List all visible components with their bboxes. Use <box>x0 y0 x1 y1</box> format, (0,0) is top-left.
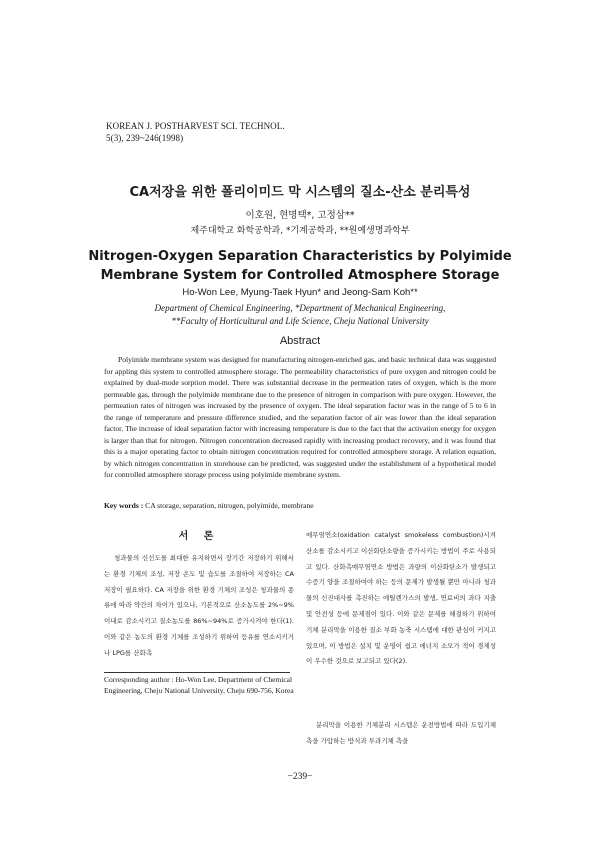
footnote-divider <box>104 672 290 673</box>
intro-right-column-paragraph2: 분리막을 이용한 기체분리 시스템은 운전방법에 따라 도입기체 측을 가압하는 방식과 투과기체 측을 <box>306 721 496 745</box>
abstract-heading: Abstract <box>279 335 321 347</box>
intro-right-column: 매무염연소(oxidation catalyst smokeless combustion)시켜 산소를 감소시키고 이산화탄소량을 증가시키는 방법이 주로 사용되고 있다. 산화촉매무염연소 방법은 과량의 이산화탄소가 발생되고 수증기 양을 조절하여야 하는 등의 문제가 발생될 뿐만 아니라 청과물의 신진대사를 촉진하는 에틸렌가스의 발생, 연료비의 과다 지출 및 안전성 등에 문제점이 있다. 이와 같은 문제를 해결하기 위하여 기체 분리막을 이용한 질소 부화 농축 시스템에 대한 관심이 커지고 있으며, 이 방법은 설치 및 운영이 쉽고 에너지 소모가 적어 경제성이 우수한 것으로 보고되고 있다(2). <box>306 531 496 666</box>
english-title-line1: Nitrogen-Oxygen Separation Characteristics by Polyimide <box>88 249 512 264</box>
keywords <box>104 501 496 510</box>
english-affiliation-line1: Department of Chemical Engineering, *Department of Mechanical Engineering, <box>154 303 446 313</box>
korean-title: CA저장을 위한 폴리이미드 막 시스템의 질소-산소 분리특성 <box>129 185 471 200</box>
page-number: −239− <box>287 772 313 782</box>
intro-left-column: 청과물의 신선도를 최대한 유지하면서 장기간 저장하기 위해서는 환경 기체의 조성, 저장 온도 및 습도를 조절하여 저장하는 CA 저장이 필요하다. CA 저장을 위한 환경 기체의 조성은 청과물의 종류에 따라 약간의 차이가 있으나, 기본적으로 산소농도를 2%~9% 이내로 감소시키고 질소농도를 86%~94%로 증가시켜야 한다(1). 이와 같은 농도의 환경 기체를 조성하기 위하여 등유를 연소시키거나 LPG를 산화촉 <box>104 554 294 657</box>
journal-citation <box>106 120 285 144</box>
abstract-text: Polyimide membrane system was designed for manufacturing nitrogen-enriched gas, and basic technical data was suggested for appling this system to controlled atmosphere storage. The permeability characteristics of pure oxygen and nitrogen could be explained by dual-mode sorption model. There was substantial decrease in the permeation rates of oxygen, which is the more permeable gas, through the polyimide membrane due to the presence of nitrogen in comparison with pure oxygen. However, the permeation rates of nitrogen was increased by the presence of oxygen. The ideal separation factor was in the range of 5 to 6 in the range of temperature and pressure difference studied, and the separation factor of air was lower than the ideal separation factor. The increase of ideal separation factor with increasing temperature is due to the fact that the activation energy for oxygen is larger than that for nitrogen. Nitrogen concentration decreased rapidly with increasing product recovery, and it was found that this is a major operating factor to obtain nitrogen concentration required for controlled atmosphere storage. A relation equation, by which nitrogen concentration in storehouse can be predicted, was suggested under the establishment of a hypothetical model for controlled atmosphere storage process using polyimide membrane system. <box>104 355 496 479</box>
korean-affiliation: 제주대학교 화학공학과, *기계공학과, **원예생명과학부 <box>190 226 410 236</box>
english-authors: Ho-Won Lee, Myung-Taek Hyun* and Jeong-Sam Koh** <box>182 287 418 298</box>
journal-name: KOREAN J. POSTHARVEST SCI. TECHNOL. <box>106 121 285 131</box>
korean-authors: 이호원, 현명택*, 고정삼** <box>245 210 355 221</box>
english-title <box>0 247 600 285</box>
corresponding-author-note: Corresponding author : Ho-Won Lee, Department of Chemical Engineering, Cheju National University, Cheju 690-756, Korea <box>104 675 294 695</box>
english-affiliation-line2: **Faculty of Horticultural and Life Science, Cheju National University <box>171 316 429 326</box>
journal-volume: 5(3), 239~246(1998) <box>106 133 184 143</box>
keywords-text: CA storage, separation, nitrogen, polyimide, membrane <box>143 501 314 510</box>
keywords-label: Key words : <box>104 501 144 510</box>
section-heading-introduction: 서 론 <box>178 531 220 542</box>
english-affiliation <box>0 302 600 328</box>
english-title-line2: Membrane System for Controlled Atmosphere Storage <box>100 268 500 283</box>
